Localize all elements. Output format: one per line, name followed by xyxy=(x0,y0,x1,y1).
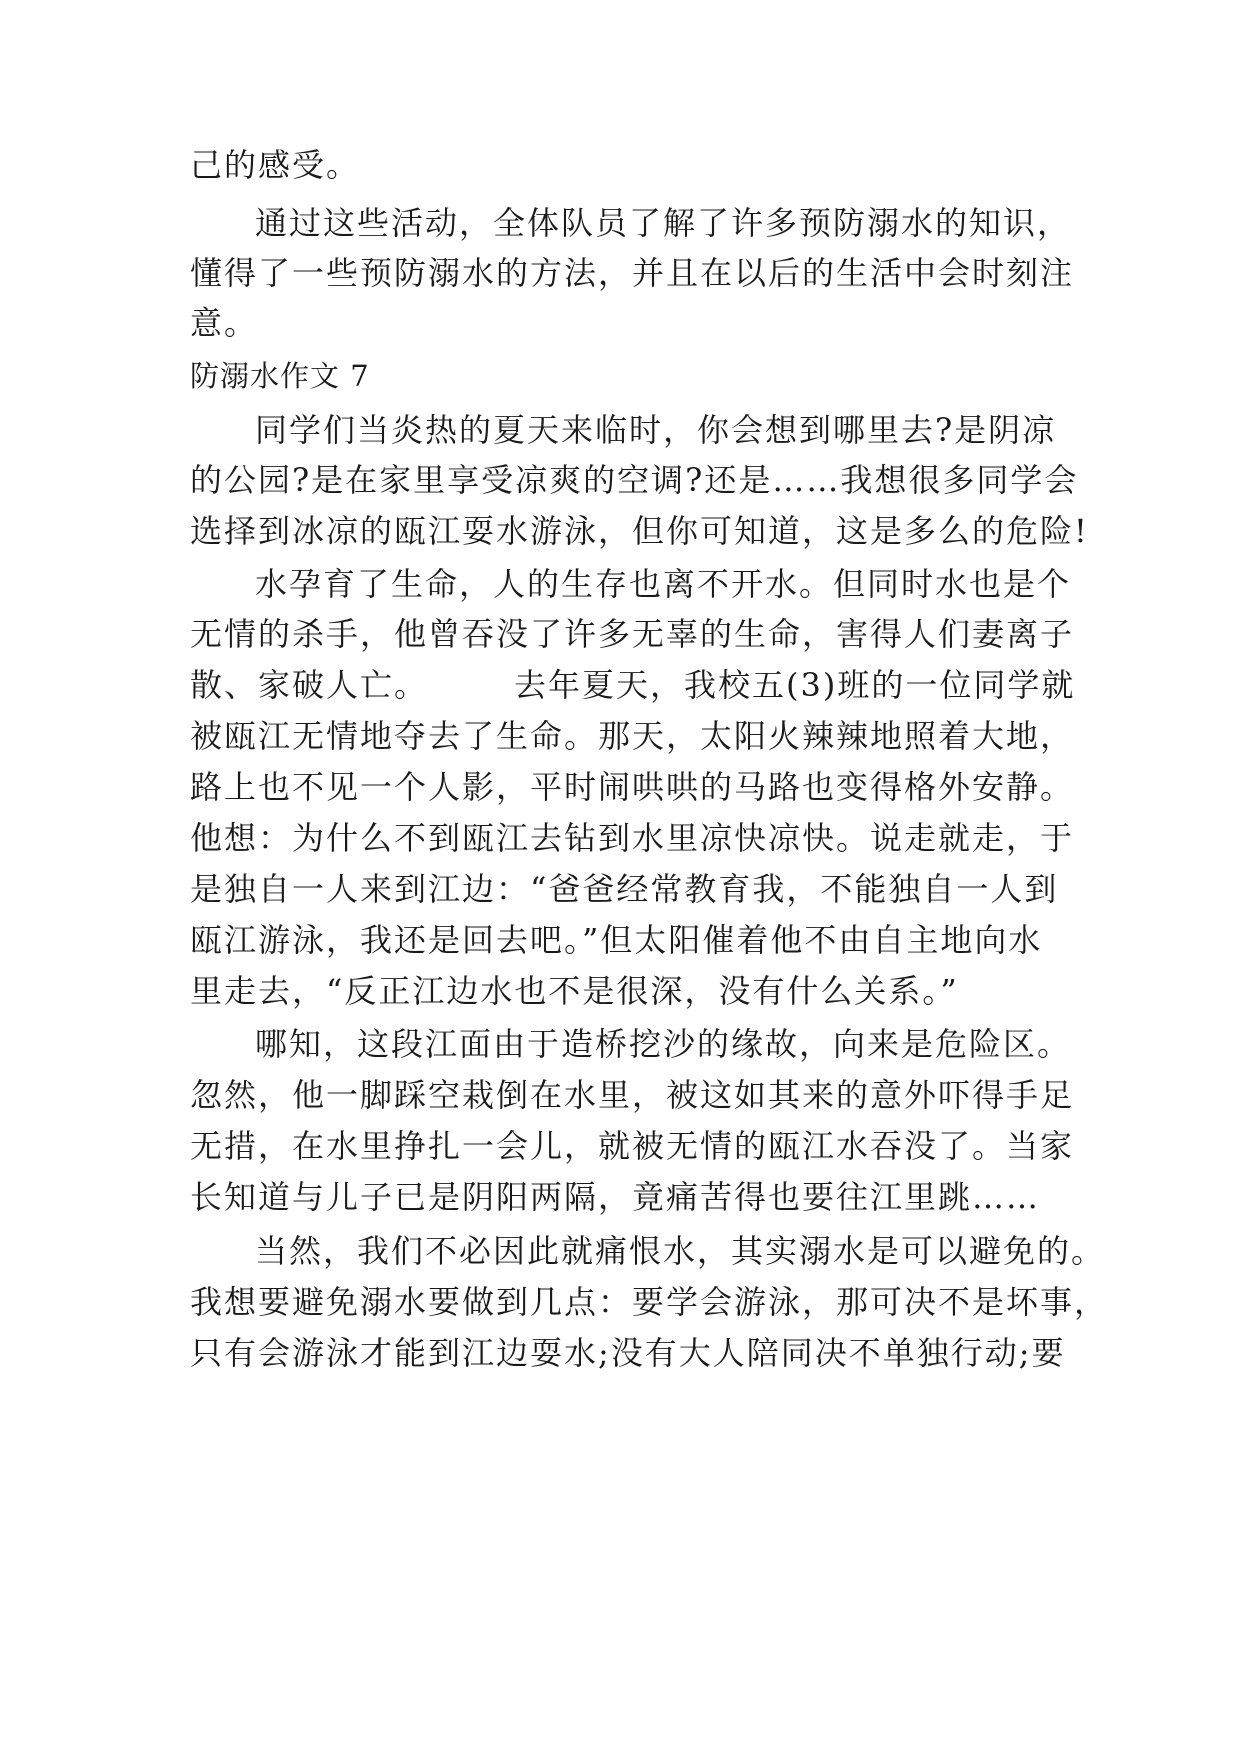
text-line: 无情的杀手，他曾吞没了许多无辜的生命，害得人们妻离子 xyxy=(190,615,1075,653)
paragraph-first-line: 通过这些活动，全体队员了解了许多预防溺水的知识， xyxy=(255,204,1072,242)
text-line: 瓯江游泳，我还是回去吧。”但太阳催着他不由自主地向水 xyxy=(190,921,1043,959)
text-line: 选择到冰凉的瓯江耍水游泳，但你可知道，这是多么的危险! xyxy=(190,512,1089,550)
paragraph-first-line: 当然，我们不必因此就痛恨水，其实溺水是可以避免的。 xyxy=(255,1232,1106,1270)
text-line: 我想要避免溺水要做到几点：要学会游泳，那可决不是坏事， xyxy=(190,1283,1109,1321)
text-line: 己的感受。 xyxy=(190,146,361,184)
text-line: 里走去，“反正江边水也不是很深，没有什么关系。” xyxy=(190,972,959,1010)
text-line: 路上也不见一个人影，平时闹哄哄的马路也变得格外安静。 xyxy=(190,768,1075,806)
text-line: 只有会游泳才能到江边耍水;没有大人陪同决不单独行动;要 xyxy=(190,1334,1066,1372)
text-line: 长知道与儿子已是阴阳两隔，竟痛苦得也要往江里跳…… xyxy=(190,1178,1041,1216)
text-line: 的公园?是在家里享受凉爽的空调?还是……我想很多同学会 xyxy=(190,461,1079,499)
text-line: 是独自一人来到江边：“爸爸经常教育我，不能独自一人到 xyxy=(190,870,1059,908)
paragraph-first-line: 水孕育了生命，人的生存也离不开水。但同时水也是个 xyxy=(255,565,1072,603)
text-line: 无措，在水里挣扎一会儿，就被无情的瓯江水吞没了。当家 xyxy=(190,1127,1075,1165)
text-line: 懂得了一些预防溺水的方法，并且在以后的生活中会时刻注 xyxy=(190,254,1075,292)
text-line: 忽然，他一脚踩空栽倒在水里，被这如其来的意外吓得手足 xyxy=(190,1076,1075,1114)
text-line: 被瓯江无情地夺去了生命。那天，太阳火辣辣地照着大地， xyxy=(190,717,1075,755)
text-line: 他想：为什么不到瓯江去钻到水里凉快凉快。说走就走，于 xyxy=(190,819,1075,857)
section-heading: 防溺水作文 7 xyxy=(190,359,370,393)
paragraph-first-line: 哪知，这段江面由于造桥挖沙的缘故，向来是危险区。 xyxy=(255,1025,1072,1063)
text-line: 意。 xyxy=(190,304,259,342)
text-line: 散、家破人亡。 去年夏天，我校五(3)班的一位同学就 xyxy=(190,666,1076,704)
paragraph-first-line: 同学们当炎热的夏天来临时，你会想到哪里去?是阴凉 xyxy=(255,411,1057,449)
